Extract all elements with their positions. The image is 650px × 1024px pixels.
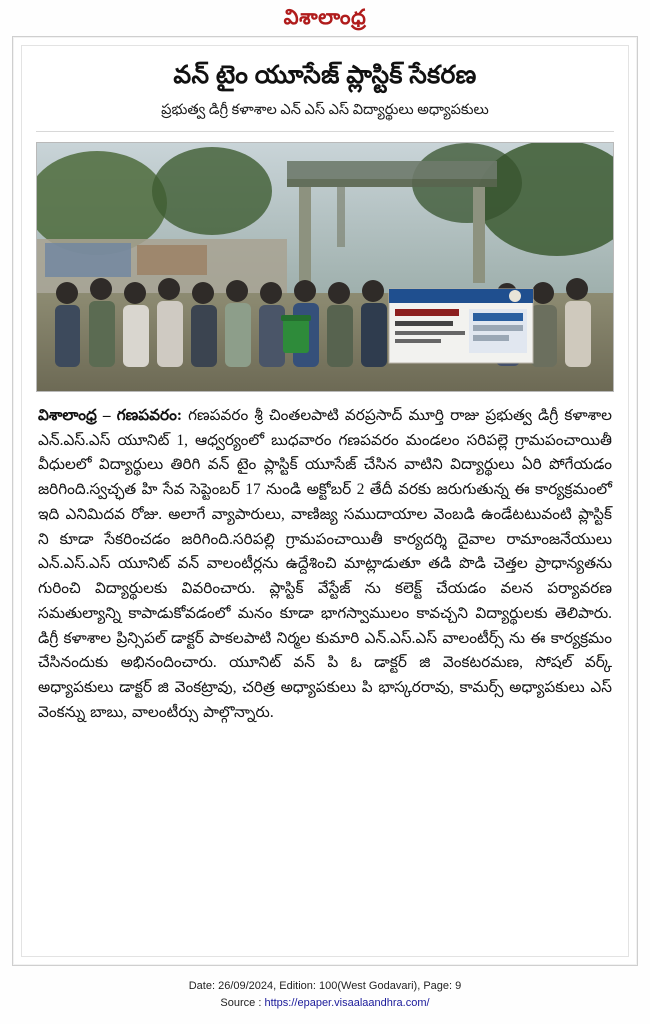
photo-illustration — [37, 143, 614, 391]
footer-source-label: Source : — [220, 996, 265, 1009]
footer-meta: Date: 26/09/2024, Edition: 100(West Godavari), Page: 9 — [188, 980, 462, 992]
article-subhead: ప్రభుత్వ డిగ్రీ కళాశాల ఎన్ ఎస్ ఎస్ విద్యార్థులు అధ్యాపకులు — [161, 102, 489, 119]
article-clipping-inner — [21, 45, 629, 957]
article-headline: వన్ టైం యూసేజ్ ప్లాస్టిక్ సేకరణ — [173, 62, 477, 89]
masthead-title: విశాలాంధ్ర — [283, 5, 367, 29]
article-photo — [36, 142, 614, 392]
clipping-footer — [0, 978, 650, 1011]
footer-source-link[interactable]: https://epaper.visaalaandhra.com/ — [264, 996, 430, 1009]
headline-divider — [36, 131, 614, 132]
footer-source — [0, 995, 650, 1012]
article-body-text: గణపవరం శ్రీ చింతలపాటి వరప్రసాద్ మూర్తి రాజు ప్రభుత్వ డిగ్రీ కళాశాల ఎన్.ఎస్.ఎస్ యూనిట్ 1, ఆధ్వర్యంలో బుధవారం గణపవరం మండలం సరిపల్లె గ్రామపంచాయితీ వీధులలో విద్యార్థులు తిరిగి వన్ టైం ప్లాస్టిక్ యూసేజ్ చేసిన వాటిని విద్యార్థులు ఏరి పోగేయడం జరిగింది.స్వచ్ఛత హి సేవ సెప్టెంబర్ 17 నుండి అక్టోబర్ 2 తేదీ వరకు జరుగుతున్న ఈ కార్యక్రమంలో ఇది ఎనిమిదవ రోజు. అలాగే వ్యాపారులు, వాణిజ్య సముదాయాల వెంబడి ఉండేటటువంటి ప్లాస్టిక్ ని కూడా సేకరించడం జరిగింది.సరిపల్లి గ్రామపంచాయితీ కార్యదర్శి దైవాల రామాంజనేయులు ఎన్.ఎస్.ఎస్ యూనిట్ వన్ వాలంటీర్లను ఉద్దేశించి మాట్లాడుతూ తడి పొడి చెత్తల ప్రాధాన్యతను గురించి విద్యార్థులకు వివరించారు. ప్లాస్టిక్ వేస్టేజ్ ను కలెక్ట్ చేయడం వలన పర్యావరణ సమతుల్యాన్ని కాపాడుకోవడంలో మనం కూడా భాగస్వాములం కావచ్చని విద్యార్థులకు తెలిపారు. డిగ్రీ కళాశాల ప్రిన్సిపల్ డాక్టర్ పాకలపాటి నిర్మల కుమారి ఎన్.ఎస్.ఎస్ వాలంటీర్స్ ను ఈ కార్యక్రమం చేసినందుకు అభినందించారు. యూనిట్ వన్ పి ఓ డాక్టర్ జి వెంకటరమణ, సోషల్ వర్క్ అధ్యాపకులు డాక్టర్ జి వెంకట్రావు, చరిత్ర అధ్యాపకులు పి భాస్కరరావు, కామర్స్ అధ్యాపకులు ఎస్ వెంకన్ను బాబు, వాలంటీర్సు పాల్గొన్నారు. — [38, 406, 612, 721]
article-clipping-frame — [12, 36, 638, 966]
article-body — [38, 404, 612, 726]
masthead — [0, 0, 650, 33]
article-dateline: విశాలాంధ్ర – గణపవరం: — [38, 406, 182, 424]
